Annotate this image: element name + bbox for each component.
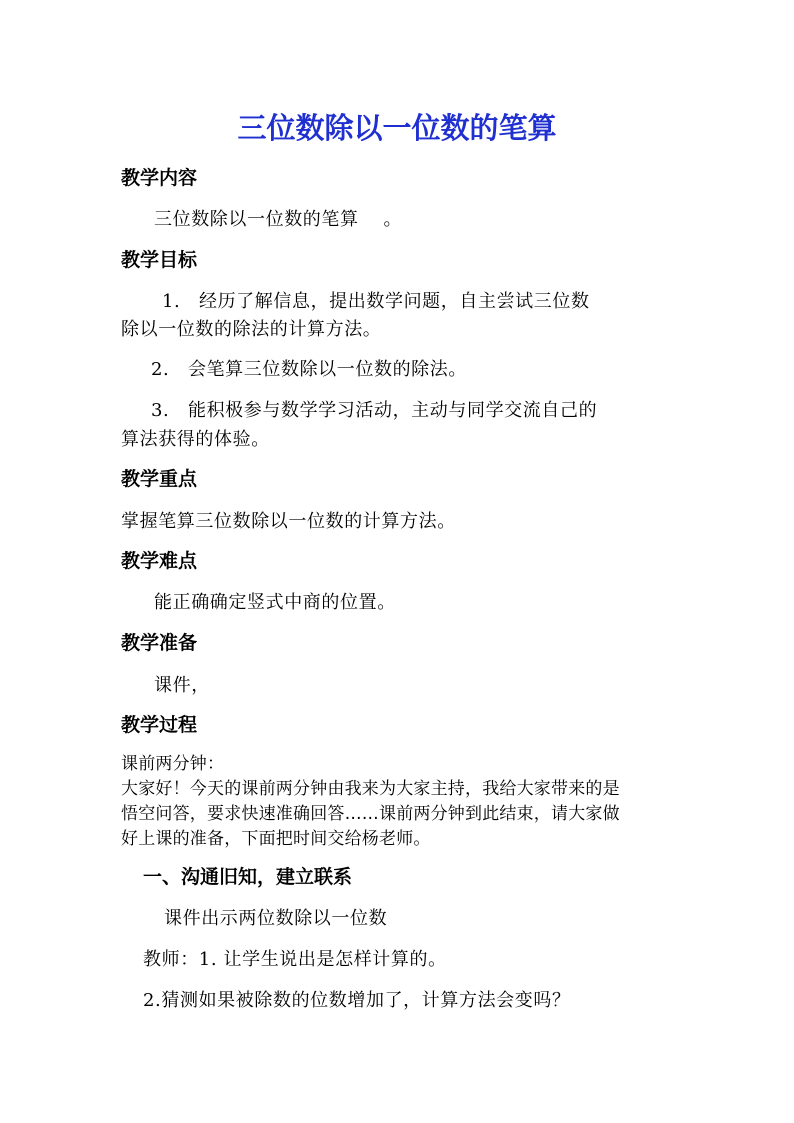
process-intro-label: 课前两分钟： (121, 754, 225, 774)
difficulties-text: 能正确确定竖式中商的位置。 (154, 592, 396, 613)
goal-item-3-line-2: 算法获得的体验。 (121, 429, 270, 450)
goal-item-2: 2. 会笔算三位数除以一位数的除法。 (151, 359, 467, 380)
document-title: 三位数除以一位数的笔算 (237, 111, 557, 145)
process-intro-line-1: 大家好！今天的课前两分钟由我来为大家主持，我给大家带来的是 (121, 779, 620, 799)
heading-key-points: 教学重点 (121, 468, 198, 490)
goal-item-1-line-1: 1. 经历了解信息，提出数学问题，自主尝试三位数 (162, 291, 590, 312)
heading-teaching-goals: 教学目标 (121, 249, 198, 271)
process-intro-line-2: 悟空问答，要求快速准确回答……课前两分钟到此结束，请大家做 (121, 804, 620, 824)
process-intro-line-3: 好上课的准备，下面把时间交给杨老师。 (121, 829, 431, 849)
heading-preparation: 教学准备 (121, 632, 198, 654)
step-1-line-2: 教师：1. 让学生说出是怎样计算的。 (143, 949, 447, 970)
heading-teaching-process: 教学过程 (121, 714, 198, 736)
goal-item-1-line-2: 除以一位数的除法的计算方法。 (121, 319, 382, 340)
heading-difficulties: 教学难点 (121, 550, 198, 572)
step-1-heading: 一、沟通旧知，建立联系 (143, 866, 353, 888)
heading-teaching-content: 教学内容 (121, 167, 198, 189)
teaching-content-text: 三位数除以一位数的笔算 。 (154, 209, 403, 230)
step-1-line-1: 课件出示两位数除以一位数 (164, 908, 388, 929)
goal-item-3-line-1: 3. 能积极参与数学学习活动，主动与同学交流自己的 (151, 400, 598, 421)
preparation-text: 课件， (154, 675, 210, 696)
step-1-line-3: 2.猜测如果被除数的位数增加了，计算方法会变吗？ (143, 990, 571, 1011)
key-points-text: 掌握笔算三位数除以一位数的计算方法。 (121, 511, 456, 532)
